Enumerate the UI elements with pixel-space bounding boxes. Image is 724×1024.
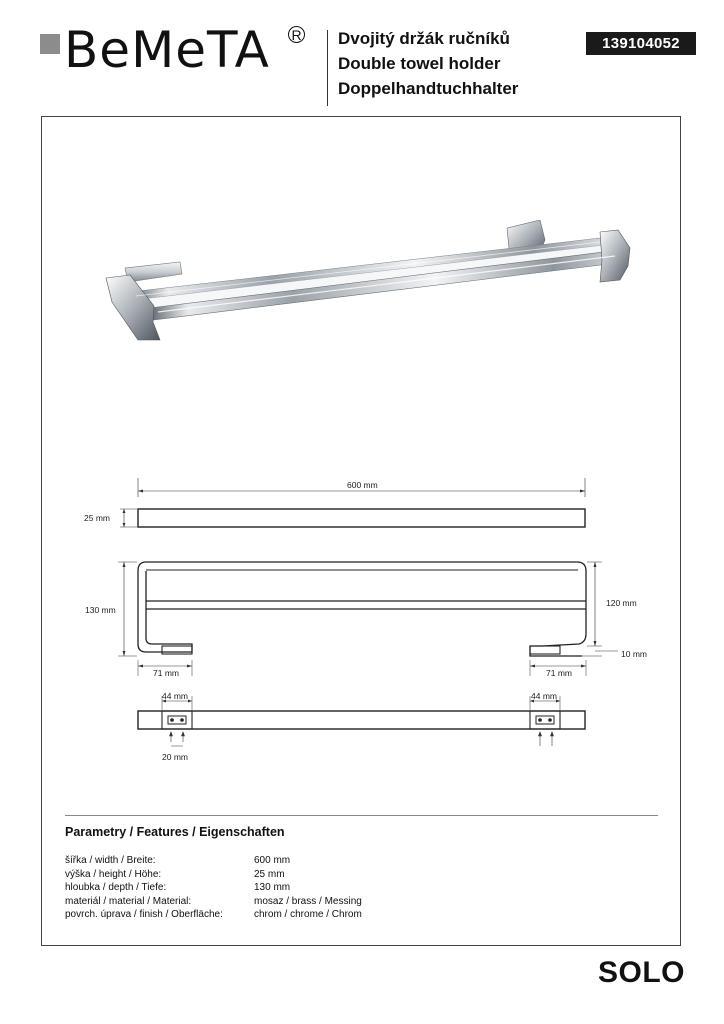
spec-label: šířka / width / Breite: bbox=[65, 855, 156, 866]
brand-logo bbox=[40, 21, 310, 79]
spec-value: 25 mm bbox=[254, 868, 285, 880]
rear-view bbox=[138, 691, 585, 762]
dim-right-plate-label: 44 mm bbox=[531, 691, 557, 701]
spec-value: 130 mm bbox=[254, 882, 291, 893]
spec-row bbox=[65, 908, 485, 922]
brand-name: BeMeTA bbox=[64, 21, 270, 79]
dim-screw-spacing-label: 20 mm bbox=[162, 752, 188, 762]
registered-mark: R bbox=[288, 26, 305, 43]
features-title: Parametry / Features / Eigenschaften bbox=[65, 825, 285, 839]
spec-label: povrch. úprava / finish / Oberfläche: bbox=[65, 909, 223, 920]
dim-depth-label: 130 mm bbox=[85, 605, 116, 615]
spec-value: 600 mm bbox=[254, 855, 291, 866]
logo-square-icon bbox=[40, 34, 60, 54]
dim-height-label: 25 mm bbox=[84, 513, 110, 523]
spec-label: materiál / material / Material: bbox=[65, 895, 192, 907]
title-czech: Dvojitý držák ručníků bbox=[338, 29, 510, 48]
header-separator bbox=[327, 30, 328, 106]
spec-label: hloubka / depth / Tiefe: bbox=[65, 882, 167, 893]
series-name: SOLO bbox=[598, 956, 686, 989]
spec-row bbox=[65, 854, 485, 868]
spec-value: mosaz / brass / Messing bbox=[254, 895, 362, 907]
title-english: Double towel holder bbox=[338, 54, 501, 73]
dim-width-label: 600 mm bbox=[347, 480, 378, 490]
spec-row bbox=[65, 868, 485, 882]
product-code-badge: 139104052 bbox=[586, 32, 696, 55]
spec-row bbox=[65, 881, 485, 895]
dim-left-bracket-label: 71 mm bbox=[153, 668, 179, 678]
side-view bbox=[85, 562, 647, 678]
product-titles bbox=[338, 26, 518, 101]
spec-value: chrom / chrome / Chrom bbox=[254, 909, 362, 920]
spec-label: výška / height / Höhe: bbox=[65, 868, 162, 880]
dim-right-bracket-label: 71 mm bbox=[546, 668, 572, 678]
product-photo bbox=[100, 220, 640, 350]
top-view bbox=[84, 478, 585, 527]
technical-drawings bbox=[82, 470, 662, 770]
dim-left-plate-label: 44 mm bbox=[162, 691, 188, 701]
section-divider bbox=[65, 815, 658, 816]
spec-row bbox=[65, 895, 485, 909]
dim-bar-offset-label: 120 mm bbox=[606, 598, 637, 608]
dim-bracket-label: 10 mm bbox=[621, 649, 647, 659]
title-german: Doppelhandtuchhalter bbox=[338, 79, 519, 98]
spec-table bbox=[65, 854, 485, 922]
